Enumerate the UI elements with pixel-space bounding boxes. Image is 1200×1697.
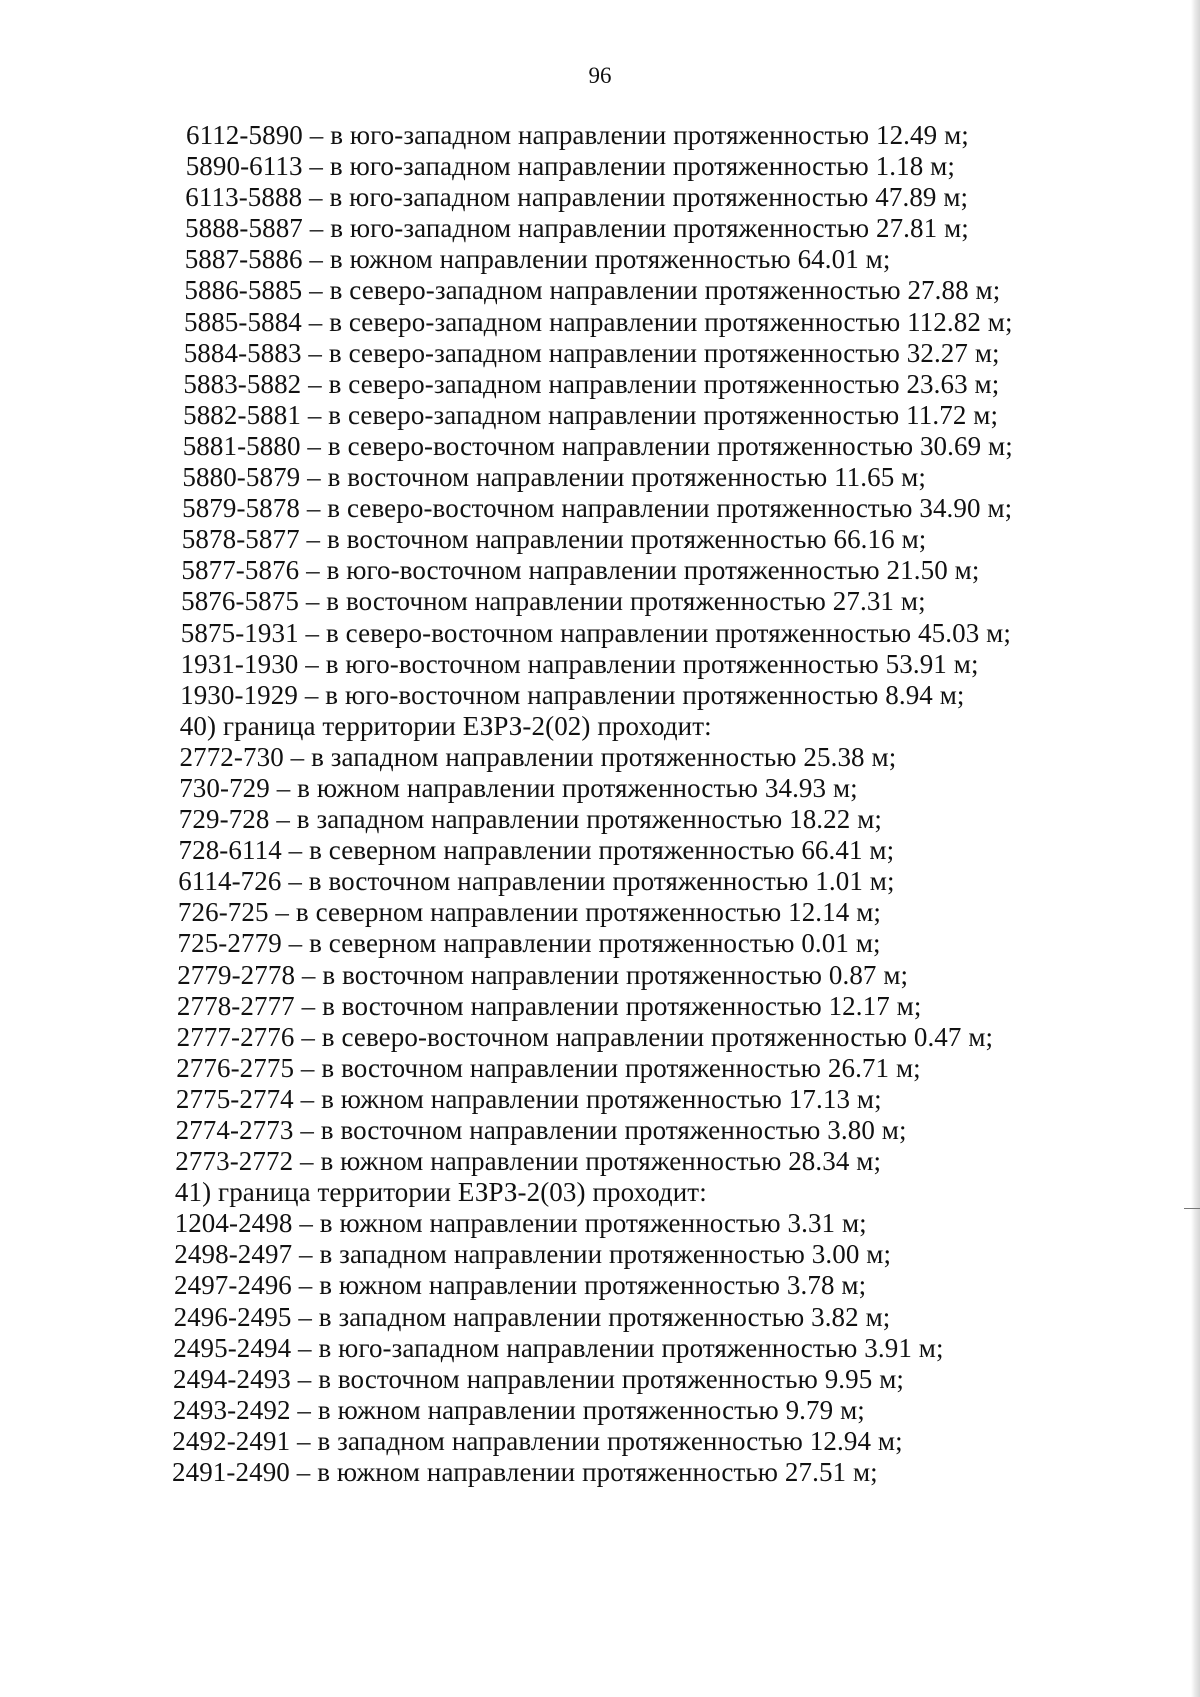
boundary-line (0, 866, 1200, 897)
boundary-line (0, 244, 1200, 275)
line-text: 730-729 – в южном направлении протяженностью 34.93 м; (179, 772, 858, 803)
boundary-line (0, 1022, 1200, 1053)
boundary-line (0, 1364, 1200, 1395)
boundary-line (0, 151, 1200, 182)
boundary-line (0, 1146, 1200, 1177)
line-text: 2496-2495 – в западном направлении протяженностью 3.82 м; (173, 1301, 891, 1332)
line-text: 5881-5880 – в северо-восточном направлении протяженностью 30.69 м; (182, 430, 1013, 461)
boundary-line (0, 1395, 1200, 1426)
boundary-line (0, 835, 1200, 866)
boundary-line (0, 1270, 1200, 1301)
line-text: 729-728 – в западном направлении протяженностью 18.22 м; (178, 804, 882, 835)
page-number: 96 (588, 63, 612, 88)
line-text: 728-6114 – в северном направлении протяженностью 66.41 м; (178, 835, 895, 866)
line-text: 2498-2497 – в западном направлении протяженностью 3.00 м; (174, 1239, 892, 1270)
boundary-line (0, 618, 1200, 649)
line-text: 1204-2498 – в южном направлении протяженностью 3.31 м; (174, 1208, 867, 1239)
line-text: 5886-5885 – в северо-западном направлении протяженностью 27.88 м; (184, 275, 1001, 306)
boundary-line (0, 120, 1200, 151)
boundary-line (0, 649, 1200, 680)
line-text: 5888-5887 – в юго-западном направлении протяженностью 27.81 м; (185, 213, 969, 244)
boundary-line (0, 1053, 1200, 1084)
line-text: 2774-2773 – в восточном направлении протяженностью 3.80 м; (175, 1115, 907, 1145)
line-text: 5879-5878 – в северо-восточном направлении протяженностью 34.90 м; (182, 493, 1013, 524)
boundary-line (0, 773, 1200, 804)
boundary-line (0, 1115, 1200, 1146)
line-text: 5882-5881 – в северо-западном направлении протяженностью 11.72 м; (183, 399, 999, 430)
boundary-line (0, 338, 1200, 369)
section-heading (0, 711, 1200, 742)
boundary-line (0, 524, 1200, 555)
line-text: 6114-726 – в восточном направлении протяженностью 1.01 м; (178, 866, 895, 897)
line-text: 2778-2777 – в восточном направлении протяженностью 12.17 м; (176, 990, 922, 1021)
boundary-line (0, 369, 1200, 400)
boundary-line (0, 742, 1200, 773)
line-text: 5887-5886 – в южном направлении протяженностью 64.01 м; (184, 244, 891, 275)
boundary-line (0, 1302, 1200, 1333)
line-text: 2772-730 – в западном направлении протяженностью 25.38 м; (179, 741, 897, 772)
line-text: 1930-1929 – в юго-восточном направлении протяженностью 8.94 м; (180, 679, 965, 710)
boundary-line (0, 991, 1200, 1022)
boundary-line (0, 1457, 1200, 1488)
boundary-line (0, 960, 1200, 991)
line-text: 6112-5890 – в юго-западном направлении протяженностью 12.49 м; (186, 120, 969, 150)
boundary-line (0, 680, 1200, 711)
boundary-line (0, 928, 1200, 959)
boundary-line (0, 275, 1200, 306)
line-text: 2492-2491 – в западном направлении протяженностью 12.94 м; (172, 1425, 903, 1456)
line-text: 40) граница территории ЕЗРЗ-2(02) проходит: (179, 710, 712, 741)
line-text: 1931-1930 – в юго-восточном направлении протяженностью 53.91 м; (180, 648, 979, 679)
line-text: 2494-2493 – в восточном направлении протяженностью 9.95 м; (173, 1363, 904, 1394)
line-text: 5890-6113 – в юго-западном направлении протяженностью 1.18 м; (185, 151, 955, 182)
line-text: 5880-5879 – в восточном направлении протяженностью 11.65 м; (182, 462, 926, 493)
boundary-line (0, 586, 1200, 617)
line-text: 725-2779 – в северном направлении протяженностью 0.01 м; (177, 928, 881, 959)
boundary-line (0, 307, 1200, 338)
section-heading (0, 1177, 1200, 1208)
scan-edge (1191, 0, 1200, 1697)
boundary-line (0, 493, 1200, 524)
boundary-line (0, 431, 1200, 462)
boundary-line (0, 804, 1200, 835)
line-text: 5884-5883 – в северо-западном направлении протяженностью 32.27 м; (183, 337, 1000, 368)
boundary-line (0, 400, 1200, 431)
line-text: 5875-1931 – в северо-восточном направлении протяженностью 45.03 м; (180, 617, 1011, 648)
line-text: 2495-2494 – в юго-западном направлении протяженностью 3.91 м; (173, 1332, 944, 1363)
boundary-line (0, 1239, 1200, 1270)
line-text: 5878-5877 – в восточном направлении протяженностью 66.16 м; (181, 524, 927, 555)
margin-tick (1184, 1208, 1200, 1209)
line-text: 2491-2490 – в южном направлении протяженностью 27.51 м; (172, 1457, 878, 1488)
boundary-line (0, 897, 1200, 928)
line-text: 2497-2496 – в южном направлении протяженностью 3.78 м; (174, 1270, 867, 1301)
boundary-line (0, 1426, 1200, 1457)
boundary-line (0, 1333, 1200, 1364)
line-text: 2777-2776 – в северо-восточном направлении протяженностью 0.47 м; (176, 1021, 994, 1052)
line-text: 5885-5884 – в северо-западном направлении протяженностью 112.82 м; (184, 306, 1013, 337)
boundary-line (0, 555, 1200, 586)
boundary-line (0, 1084, 1200, 1115)
line-text: 5876-5875 – в восточном направлении протяженностью 27.31 м; (181, 586, 926, 617)
boundary-line (0, 1208, 1200, 1239)
boundary-line (0, 462, 1200, 493)
boundary-line (0, 182, 1200, 213)
boundary-description (0, 120, 1200, 1488)
line-text: 726-725 – в северном направлении протяженностью 12.14 м; (177, 897, 881, 928)
line-text: 5877-5876 – в юго-восточном направлении протяженностью 21.50 м; (181, 555, 980, 586)
line-text: 2776-2775 – в восточном направлении протяженностью 26.71 м; (176, 1052, 921, 1083)
line-text: 6113-5888 – в юго-западном направлении протяженностью 47.89 м; (185, 182, 969, 213)
line-text: 41) граница территории ЕЗРЗ-2(03) проходит: (174, 1177, 707, 1208)
boundary-line (0, 213, 1200, 244)
line-text: 2779-2778 – в восточном направлении протяженностью 0.87 м; (177, 959, 909, 990)
line-text: 2775-2774 – в южном направлении протяженностью 17.13 м; (175, 1083, 882, 1114)
line-text: 2493-2492 – в южном направлении протяженностью 9.79 м; (172, 1394, 865, 1425)
line-text: 5883-5882 – в северо-западном направлении протяженностью 23.63 м; (183, 368, 1000, 399)
line-text: 2773-2772 – в южном направлении протяженностью 28.34 м; (175, 1146, 882, 1177)
